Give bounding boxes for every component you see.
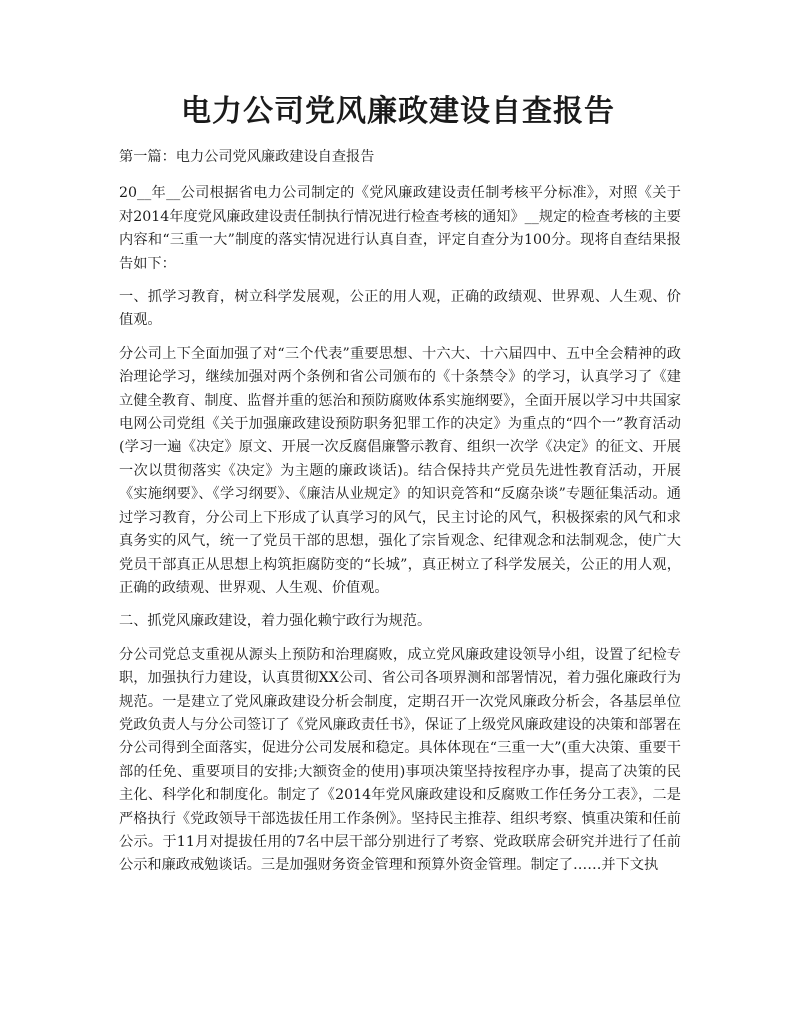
section-heading: 二、抓党风廉政建设，着力强化赖宁政行为规范。 (119, 613, 432, 630)
paragraph: 分公司党总支重视从源头上预防和治理腐败，成立党风廉政建设领导小组，设置了纪检专职，加强执行力建设，认真贯彻XX公司、省公司各项界测和部署情况，着力强化廉政行为规范。一是建立了党风廉政建设分析会制度，定期召开一次党风廉政分析会，各基层单位党政负责人与分公司签订了《党风廉政责任书》，保证了上级党风廉政建设的决策和部署在分公司得到全面落实，促进分公司发展和稳定。具体体现在“三重一大”(重大决策、重要干部的任免、重要项目的安排;大额资金的使用)事项决策坚持按程序办事，提高了决策的民主化、科学化和制度化。制定了《2014年党风廉政建设和反腐败工作任务分工表》，二是严格执行《党政领导干部选拔任用工作条例》。坚持民主推荐、组织考察、慎重决策和任前公示。于11月对提拔任用的7名中层干部分别进行了考察、党政联席会研究并进行了任前公示和廉政戒勉谈话。三是加强财务资金管理和预算外资金管理。制定了……并下文执 (119, 646, 681, 874)
section-heading: 一、抓学习教育，树立科学发展观，公正的用人观，正确的政绩观、世界观、人生观、价值观。 (119, 289, 681, 329)
document-body (119, 146, 681, 888)
paragraph: 分公司上下全面加强了对“三个代表”重要思想、十六大、十六届四中、五中全会精神的政治理论学习，继续加强对两个条例和省公司颁布的《十条禁令》的学习，认真学习了《建立健全教育、制度、监督并重的惩治和预防腐败体系实施纲要》，全面开展以学习中共国家电网公司党组《关于加强廉政建设预防职务犯罪工作的决定》为重点的“四个一”教育活动(学习一遍《决定》原文、开展一次反腐倡廉警示教育、组织一次学《决定》的征文、开展一次以贯彻落实《决定》为主题的廉政谈话)。结合保持共产党员先进性教育活动，开展《实施纲要》、《学习纲要》、《廉洁从业规定》的知识竞答和“反腐杂谈”专题征集活动。通过学习教育，分公司上下形成了认真学习的风气，民主讨论的风气，积极探索的风气和求真务实的风气，统一了党员干部的思想，强化了宗旨观念、纪律观念和法制观念，使广大党员干部真正从思想上构筑拒腐防变的“长城”，真正树立了科学发展关，公正的用人观，正确的政绩观、世界观、人生观、价值观。 (119, 345, 681, 596)
document-title: 电力公司党风廉政建设自查报告 (181, 94, 615, 129)
paragraph: 20__年__公司根据省电力公司制定的《党风廉政建设责任制考核平分标准》，对照《关于对2014年度党风廉政建设责任制执行情况进行检查考核的通知》__规定的检查考核的主要内容和“三重一大”制度的落实情况进行认真自查，评定自查分为100分。现将自查结果报告如下： (119, 185, 681, 272)
document-subtitle: 第一篇：电力公司党风廉政建设自查报告 (119, 149, 375, 165)
